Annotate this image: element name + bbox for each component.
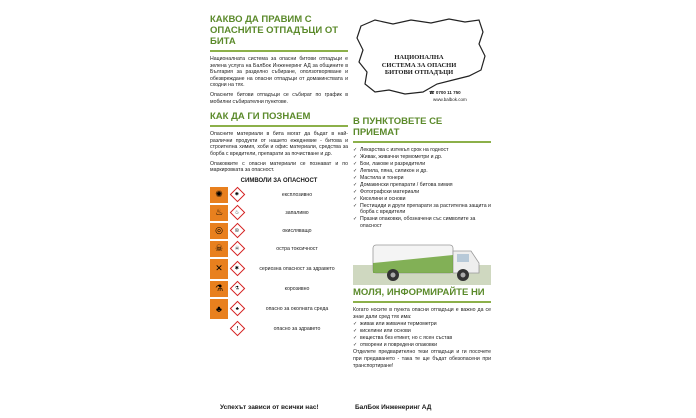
main-title-line1: КАКВО ДА ПРАВИМ С [210, 14, 312, 25]
symbol-label: запалимо [285, 209, 309, 216]
symbol-label: опасно за здравето [273, 325, 321, 332]
list-item: ✓ отворени и повредени опаковки [353, 342, 491, 348]
truck-icon [353, 235, 491, 285]
health-hazard-icon: ✱ [229, 261, 245, 277]
inform-outro: Отделете предварително тези отпадъци и ги посочете при предаването - така те ще бъдат обезопасени при транспортиране! [353, 349, 491, 369]
blank-cell [210, 321, 228, 337]
symbol-label: корозивно [284, 285, 310, 292]
inform-intro: Когато носите в пункта опасни отпадъци е важно да се знае дали сред тях има: [353, 307, 491, 320]
intro-paragraph: Националната система за опасни битови отпадъци е зелена услуга на БалБок Инженеринг АД за общините в България за разделно събиране, оползотворяване и обезвреждане на опасни отпадъци от домакинствата и сходни на тях. [210, 56, 348, 89]
skull-icon: ☠ [229, 241, 245, 257]
left-column [210, 14, 348, 339]
list-item: ✓ Пестициди и други препарати за растителна защита и борба с вредители [353, 203, 491, 216]
section-divider [353, 141, 491, 143]
website-link[interactable]: www.balbok.com [433, 97, 467, 102]
symbol-row [210, 299, 348, 319]
list-item: ✓ Мастила и тонери [353, 175, 491, 181]
list-item: ✓ Фотографски материали [353, 189, 491, 195]
list-item: ✓ Лепила, пяна, силикон и др. [353, 168, 491, 174]
environment-icon: ♣ [210, 299, 228, 319]
corrosive-icon: ⚗ [229, 281, 245, 297]
symbol-row [210, 223, 348, 239]
list-item: ✓ живак или живачни термометри [353, 321, 491, 327]
symbol-row [210, 281, 348, 297]
symbol-label: окисляващо [282, 227, 312, 234]
bulgaria-map [353, 14, 491, 106]
phone-number: ☎ 0700 11 750 [429, 90, 461, 95]
corrosive-icon: ⚗ [210, 281, 228, 297]
section-title-inform: МОЛЯ, ИНФОРМИРАЙТЕ НИ [353, 287, 485, 299]
health-hazard-icon: ✕ [210, 259, 228, 279]
flame-icon: ♨ [229, 205, 245, 221]
section-divider [210, 125, 348, 127]
title-divider [210, 50, 348, 52]
symbol-label: остра токсичност [276, 245, 318, 252]
list-item: ✓ Домакински препарати / битова химия [353, 182, 491, 188]
list-item: ✓ вещества без етикет, но с ясен състав [353, 335, 491, 341]
environment-icon: ♣ [229, 301, 245, 317]
symbol-row [210, 259, 348, 279]
main-title-line2: ОПАСНИТЕ ОТПАДЪЦИ ОТ БИТА [210, 25, 339, 47]
list-item: ✓ Живак, живачни термометри и др. [353, 154, 491, 160]
notice-list [353, 321, 491, 348]
section-divider [353, 301, 491, 303]
symbol-label: опасно за околната среда [265, 305, 329, 312]
accepted-list [353, 147, 491, 229]
list-item: ✓ Празни опаковки, обозначени със символите за опасност [353, 216, 491, 229]
symbol-row [210, 321, 348, 337]
right-column [353, 14, 491, 372]
symbol-row [210, 187, 348, 203]
footer-left-text: Успехът зависи от всички нас! [220, 404, 319, 411]
list-item: ✓ Киселини и основи [353, 196, 491, 202]
symbol-label: експлозивно [281, 191, 313, 198]
oxidizer-icon: ◎ [229, 223, 245, 239]
intro-paragraph-2: Опасните битови отпадъци се събират по график в мобилни събирателни пунктове. [210, 91, 348, 105]
symbol-label: сериозна опасност за здравето [259, 265, 335, 272]
footer-right-text: БалБок Инженеринг АД [355, 404, 432, 411]
symbol-row [210, 205, 348, 221]
symbols-list [210, 187, 348, 337]
recognize-paragraph-1: Опасните материали в бита могат да бъдат в най-различни продукти от нашето ежедневие - битова и строителна химия, хоби и офис материали, средства за борба с вредители, препарати за почистване и др. [210, 131, 348, 157]
list-item: ✓ киселини или основи [353, 328, 491, 334]
flame-icon: ♨ [210, 205, 228, 221]
collection-truck-image [353, 235, 491, 285]
exclamation-icon: ! [229, 321, 245, 337]
recognize-paragraph-2: Опаковките с опасни материали се познават и по маркировката за опасност. [210, 160, 348, 174]
section-title-recognize: КАК ДА ГИ ПОЗНАЕМ [210, 111, 311, 123]
explosion-icon: ✺ [210, 187, 228, 203]
map-heading: НАЦИОНАЛНА СИСТЕМА ЗА ОПАСНИ БИТОВИ ОТПАДЪЦИ [381, 54, 457, 76]
list-item: ✓ Лекарства с изтекъл срок на годност [353, 147, 491, 153]
symbols-title: СИМВОЛИ ЗА ОПАСНОСТ [240, 177, 318, 184]
list-item: ✓ Бои, лакове и разредители [353, 161, 491, 167]
skull-icon: ☠ [210, 241, 228, 257]
oxidizer-icon: ◎ [210, 223, 228, 239]
explosion-icon: ✺ [229, 187, 245, 203]
symbol-row [210, 241, 348, 257]
section-title-accepted: В ПУНКТОВЕТЕ СЕ ПРИЕМАТ [353, 116, 443, 138]
